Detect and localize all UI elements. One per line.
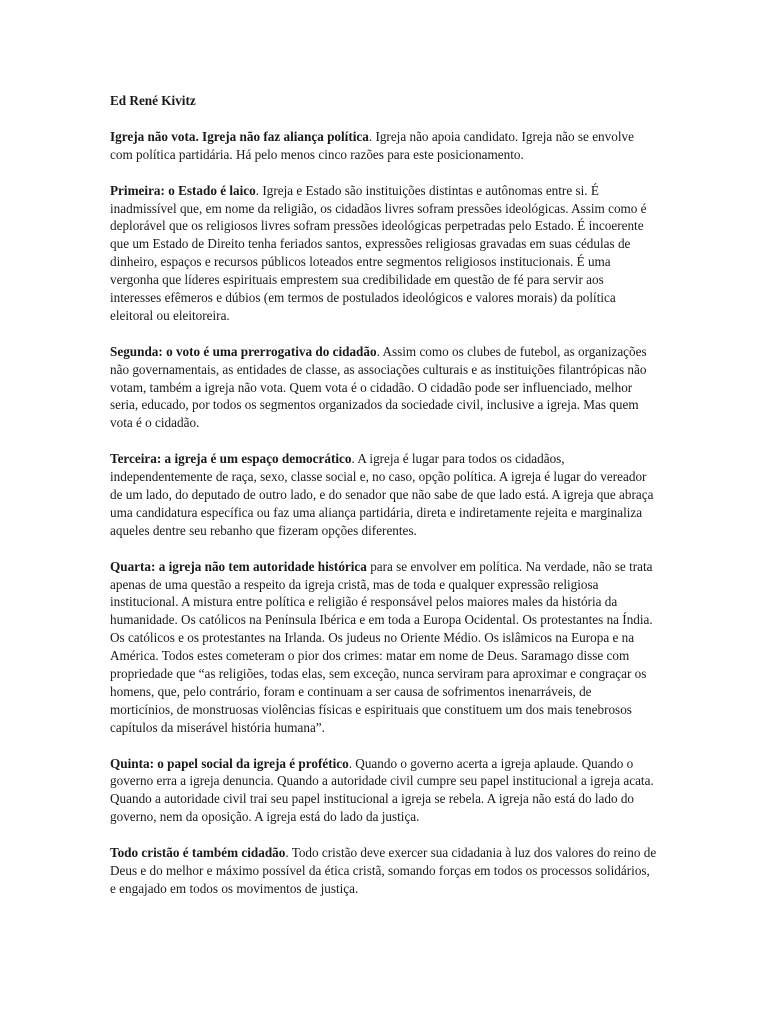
paragraph-fourth-reason [110, 558, 658, 737]
paragraph-conclusion [110, 844, 658, 898]
paragraph-text: . Igreja e Estado são instituições distintas e autônomas entre si. É inadmissível que, em nome da religião, os cidadãos livres sofram pressões ideológicas. Assim como é deplorável que os religiosos livres sofram pressões ideológicas perpetradas pelo Estado. É incoerente que um Estado de Direito tenha feriados santos, expressões religiosas gravadas em suas cédulas de dinheiro, espaços e recursos públicos loteados entre segmentos religiosos institucionais. É uma vergonha que líderes espirituais emprestem sua credibilidade em questão de fé para servir aos interesses efêmeros e dúbios (em termos de postulados ideológicos e valores morais) da política eleitoral ou eleitoreira. [110, 182, 647, 323]
paragraph-text: para se envolver em política. Na verdade, não se trata apenas de uma questão a respeito da igreja cristã, mas de toda e qualquer expressão religiosa institucional. A mistura entre política e religião é responsável pelos maiores males da história da humanidade. Os católicos na Península Ibérica e em toda a Europa Ocidental. Os protestantes na Índia. Os católicos e os protestantes na Irlanda. Os judeus no Oriente Médio. Os islâmicos na Europa e na América. Todos estes cometeram o pior dos crimes: matar em nome de Deus. Saramago disse com propriedade que “as religiões, todas elas, sem exceção, nunca serviram para aproximar e congraçar os homens, que, pelo contrário, foram e continuam a ser causa de sofrimentos inenarráveis, de morticínios, de monstruosas violências físicas e espirituais que constituem um dos mais tenebrosos capítulos da miserável história humana”. [110, 558, 653, 735]
paragraph-text: . A igreja é lugar para todos os cidadãos, independentemente de raça, sexo, classe social e, no caso, opção política. A igreja é lugar do vereador de um lado, do deputado de outro lado, e do senador que não sabe de que lado está. A igreja que abraça uma candidatura específica ou faz uma aliança partidária, direta e indiretamente rejeita e marginaliza aqueles dentre seu rebanho que fizeram opções diferentes. [110, 451, 654, 538]
paragraph-text: . Quando o governo acerta a igreja aplaude. Quando o governo erra a igreja denuncia. Quando a autoridade civil cumpre seu papel institucional a igreja acata. Quando a autoridade civil trai seu papel institucional a igreja se rebela. A igreja não está do lado do governo, nem da oposição. A igreja está do lado da justiça. [110, 755, 654, 825]
paragraph-lead: Segunda: o voto é uma prerrogativa do cidadão [110, 343, 377, 359]
paragraph-lead: Igreja não vota. Igreja não faz aliança política [110, 128, 369, 144]
paragraph-lead: Terceira: a igreja é um espaço democrático [110, 451, 352, 467]
author-name: Ed René Kivitz [110, 93, 196, 108]
paragraph-text: . Igreja não apoia candidato. Igreja não se envolve com política partidária. Há pelo menos cinco razões para este posicionamento. [110, 128, 634, 162]
paragraph-lead: Primeira: o Estado é laico [110, 182, 256, 198]
paragraph-lead: Quinta: o papel social da igreja é profético [110, 755, 349, 771]
paragraph-lead: Quarta: a igreja não tem autoridade histórica [110, 558, 367, 574]
document-body [110, 92, 658, 916]
paragraph-third-reason [110, 450, 658, 540]
paragraph-text: . Todo cristão deve exercer sua cidadania à luz dos valores do reino de Deus e do melhor e máximo possível da ética cristã, somando forças em todos os processos solidários, e engajado em todos os movimentos de justiça. [110, 845, 657, 896]
paragraph-first-reason [110, 182, 658, 325]
paragraph-second-reason [110, 343, 658, 433]
paragraph-fifth-reason [110, 755, 658, 827]
paragraph-text: . Assim como os clubes de futebol, as organizações não governamentais, as entidades de classe, as associações culturais e as instituições filantrópicas não votam, também a igreja não vota. Quem vota é o cidadão. O cidadão pode ser influenciado, melhor seria, educado, por todos os segmentos organizados da sociedade civil, inclusive a igreja. Mas quem vota é o cidadão. [110, 343, 647, 431]
paragraph-lead: Todo cristão é também cidadão [110, 845, 286, 861]
paragraph-intro [110, 128, 658, 164]
